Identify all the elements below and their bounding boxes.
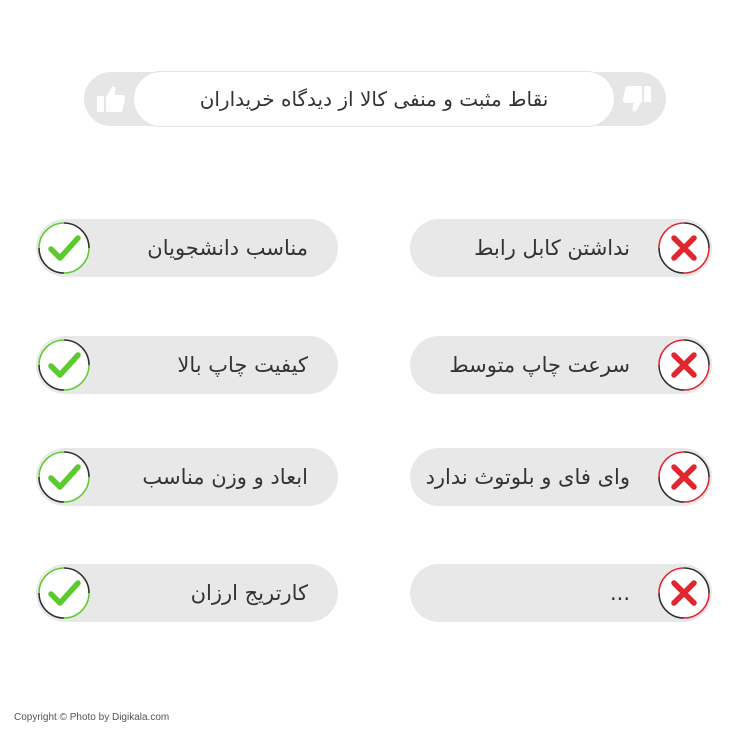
header-pill xyxy=(134,72,614,126)
negative-item-label: وای فای و بلوتوث ندارد xyxy=(425,465,630,489)
copyright-text: Copyright © Photo by Digikala.com xyxy=(14,712,170,723)
cross-icon xyxy=(656,337,712,393)
cross-icon xyxy=(656,565,712,621)
cross-icon xyxy=(656,449,712,505)
positive-item-label: کیفیت چاپ بالا xyxy=(177,353,308,377)
page-title: نقاط مثبت و منفی کالا از دیدگاه خریداران xyxy=(199,87,549,111)
check-icon xyxy=(36,220,92,276)
check-icon xyxy=(36,337,92,393)
positive-item-label: ابعاد و وزن مناسب xyxy=(142,465,308,489)
check-icon xyxy=(36,449,92,505)
negative-item-label: ... xyxy=(609,581,630,605)
positive-item-label: مناسب دانشجویان xyxy=(147,236,308,260)
thumbs-up-icon xyxy=(94,82,128,116)
check-icon xyxy=(36,565,92,621)
positive-item-label: کارتریج ارزان xyxy=(190,581,308,605)
negative-item-label: نداشتن کابل رابط xyxy=(474,236,630,260)
negative-item-label: سرعت چاپ متوسط xyxy=(449,353,630,377)
thumbs-down-icon xyxy=(620,82,654,116)
cross-icon xyxy=(656,220,712,276)
